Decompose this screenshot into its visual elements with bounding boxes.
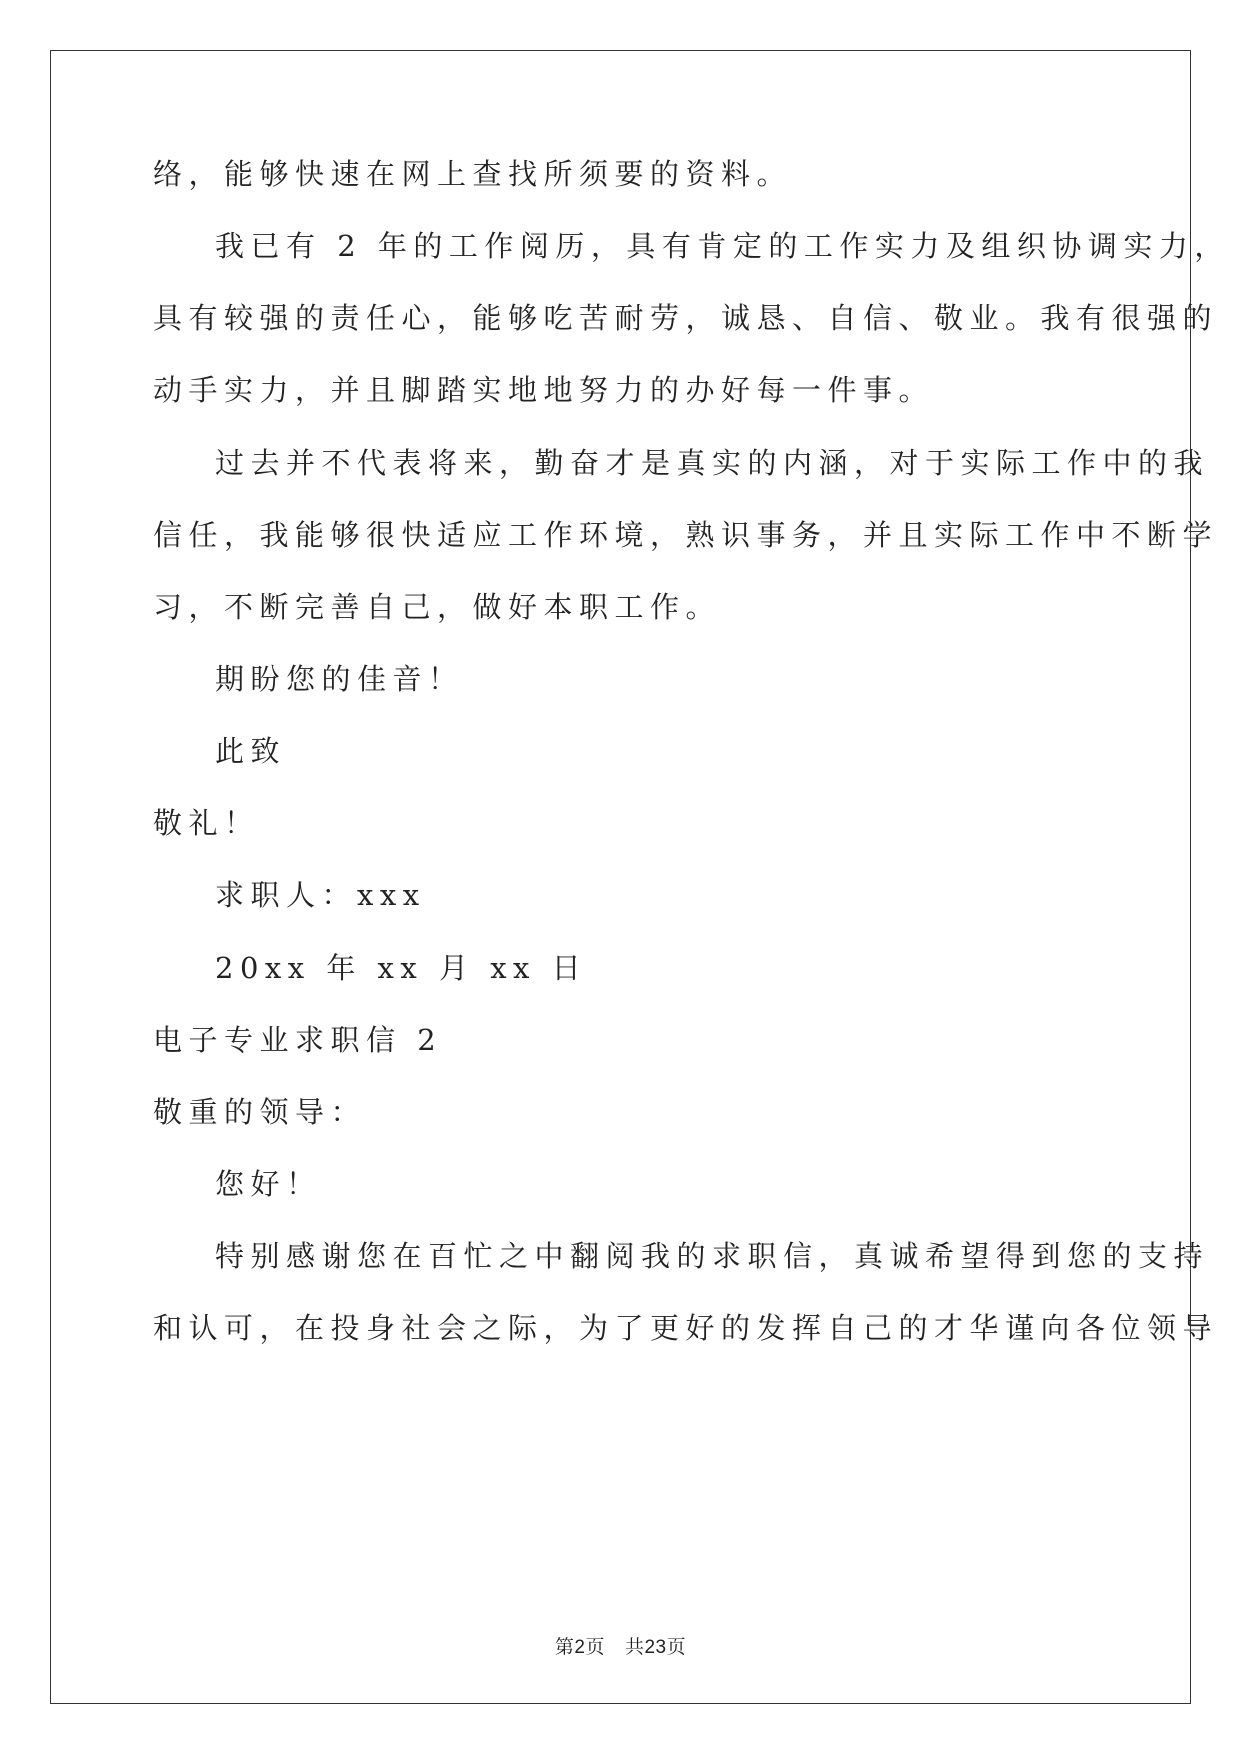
text-line-5: 过去并不代表将来，勤奋才是真实的内涵，对于实际工作中的我: [215, 446, 1210, 480]
text-line-4: 动手实力，并且脚踏实地地努力的办好每一件事。: [153, 373, 935, 407]
text-line-6: 信任，我能够很快适应工作环境，熟识事务，并且实际工作中不断学: [153, 518, 1219, 552]
footer-page-prefix: 第: [554, 1636, 575, 1658]
text-line-16: 特别感谢您在百忙之中翻阅我的求职信，真诚希望得到您的支持: [215, 1239, 1210, 1273]
text-line-11: 求职人：xxx: [215, 878, 426, 912]
text-line-8: 期盼您的佳音！: [215, 662, 464, 696]
footer-total-prefix: 共: [624, 1636, 645, 1658]
text-line-3: 具有较强的责任心，能够吃苦耐劳，诚恳、自信、敬业。我有很强的: [153, 301, 1219, 335]
text-line-10: 敬礼！: [153, 806, 260, 840]
text-line-7: 习，不断完善自己，做好本职工作。: [153, 590, 722, 624]
text-line-15: 您好！: [215, 1167, 322, 1201]
text-line-12: 20xx 年 xx 月 xx 日: [215, 951, 588, 985]
page-footer: [0, 1632, 1241, 1659]
text-line-2: 我已有 2 年的工作阅历，具有肯定的工作实力及组织协调实力，: [215, 229, 1230, 263]
footer-page-suffix: 页: [585, 1636, 605, 1658]
text-line-1: 络，能够快速在网上查找所须要的资料。: [153, 157, 793, 191]
section-heading: 电子专业求职信 2: [153, 1023, 443, 1057]
footer-total-suffix: 页: [666, 1636, 687, 1658]
text-line-9: 此致: [215, 734, 287, 768]
text-line-17: 和认可，在投身社会之际，为了更好的发挥自己的才华谨向各位领导: [153, 1311, 1219, 1345]
footer-total-number: 23: [644, 1637, 667, 1658]
footer-page-number: 2: [574, 1637, 586, 1658]
text-line-14: 敬重的领导：: [153, 1095, 367, 1129]
